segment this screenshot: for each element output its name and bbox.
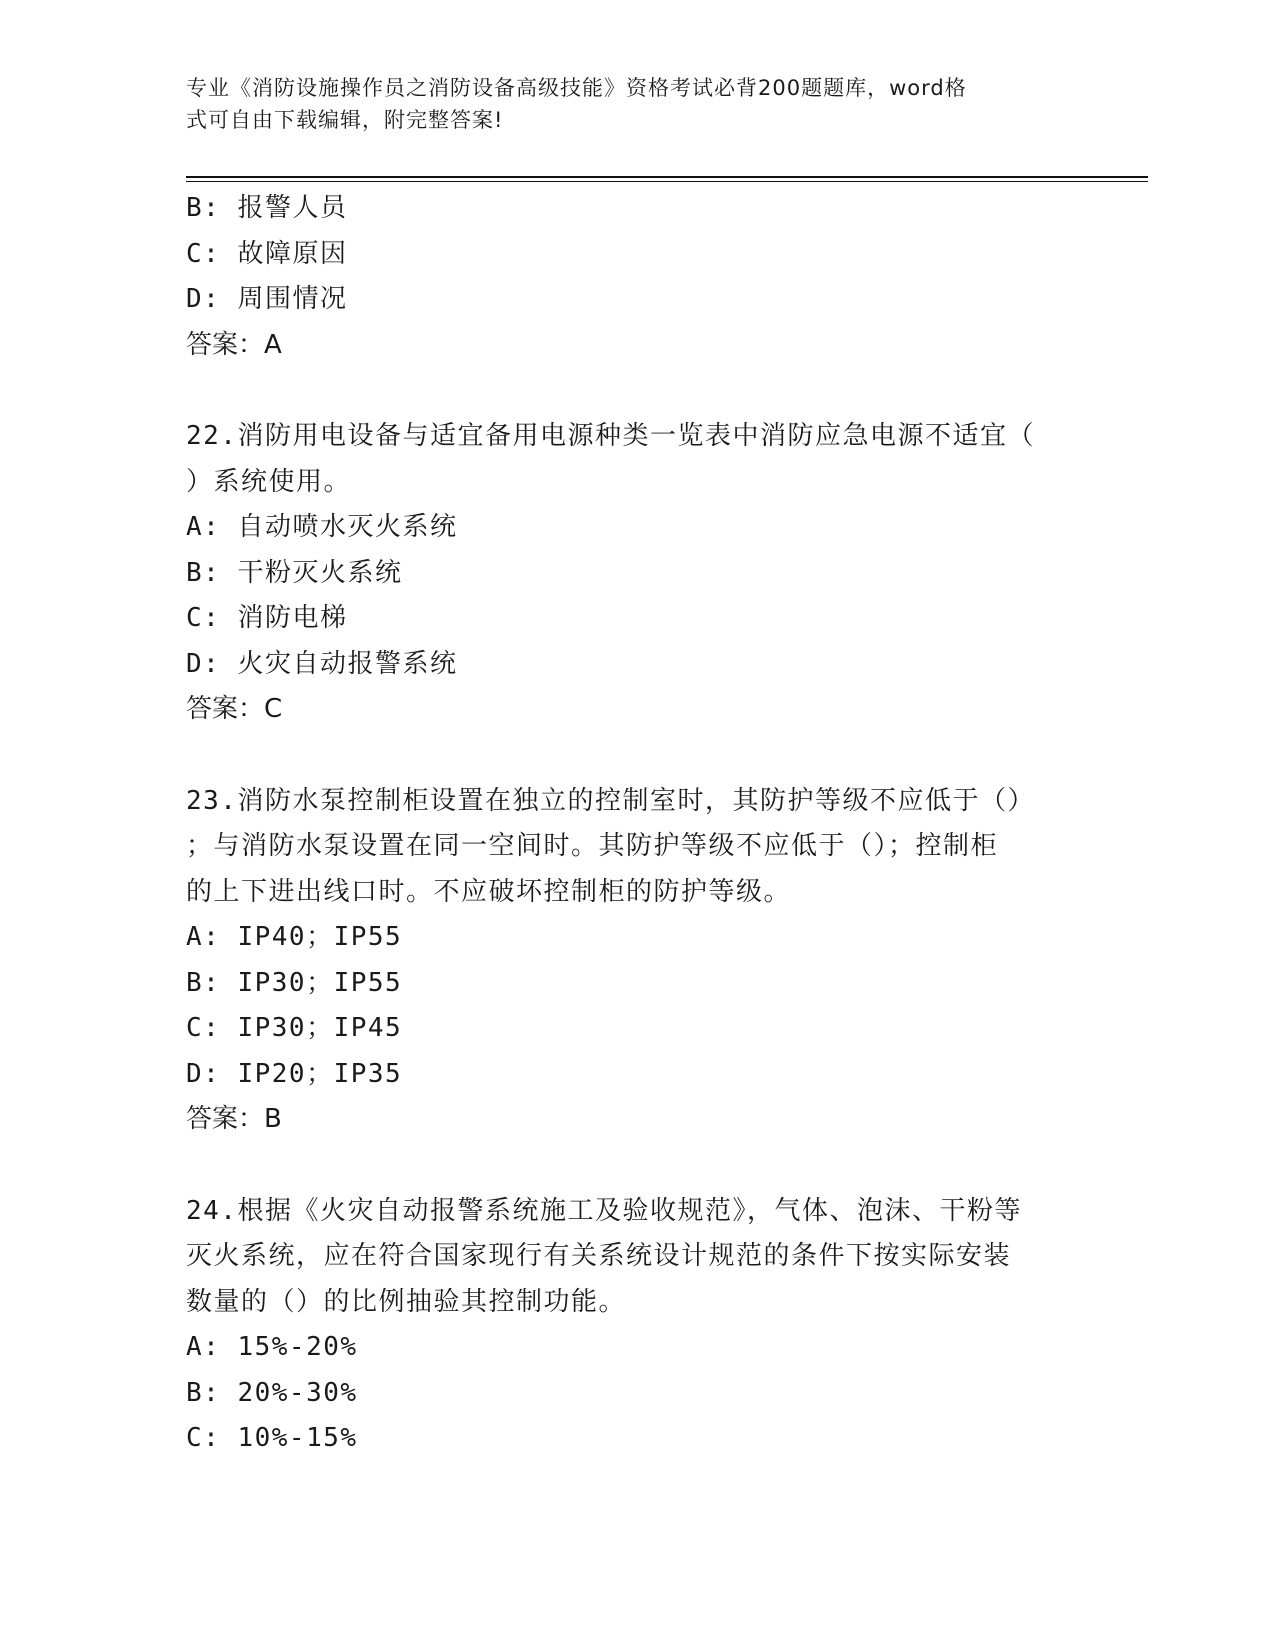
question-24 — [186, 1189, 1086, 1462]
question-text-line: 的上下进出线口时。不应破坏控制柜的防护等级。 — [186, 876, 792, 907]
question-text-line: 24.根据《火灾自动报警系统施工及验收规范》，气体、泡沫、干粉等 — [186, 1195, 1022, 1226]
header-divider-thin — [186, 181, 1148, 182]
answer-line: 答案：C — [186, 694, 283, 724]
option-a: A: 自动喷水灭火系统 — [186, 512, 458, 542]
answer-line: 答案：A — [186, 329, 282, 360]
option-c: C: 消防电梯 — [186, 603, 348, 633]
option-b: B: 报警人员 — [186, 193, 348, 223]
question-text-line: ）系统使用。 — [186, 466, 352, 497]
option-d: D: 周围情况 — [186, 284, 348, 314]
header-line-1: 专业《消防设施操作员之消防设备高级技能》资格考试必背200题题库，word格 — [186, 76, 967, 100]
question-text-line: 灭火系统，应在符合国家现行有关系统设计规范的条件下按实际安装 — [186, 1241, 1012, 1271]
answer-line: 答案：B — [186, 1104, 282, 1134]
option-b: B: 20%-30% — [186, 1377, 358, 1408]
option-c: C: IP30；IP45 — [186, 1013, 403, 1043]
question-text-line: 22.消防用电设备与适宜备用电源种类一览表中消防应急电源不适宜（ — [186, 421, 1035, 451]
option-c: C: 故障原因 — [186, 238, 348, 269]
document-header — [186, 72, 1066, 136]
option-d: D: 火灾自动报警系统 — [186, 648, 458, 679]
question-text-line: ；与消防水泵设置在同一空间时。其防护等级不应低于（）；控制柜 — [186, 831, 999, 861]
option-a: A: IP40；IP55 — [186, 922, 403, 952]
option-b: B: 干粉灭火系统 — [186, 557, 403, 588]
option-d: D: IP20；IP35 — [186, 1058, 403, 1089]
spacer — [186, 368, 1086, 414]
option-a: A: 15%-20% — [186, 1332, 358, 1362]
question-23 — [186, 779, 1086, 1143]
spacer — [186, 733, 1086, 779]
question-text-line: 23.消防水泵控制柜设置在独立的控制室时，其防护等级不应低于（） — [186, 785, 1035, 816]
spacer — [186, 1143, 1086, 1189]
question-text-line: 数量的（）的比例抽验其控制功能。 — [186, 1286, 627, 1317]
option-c: C: 10%-15% — [186, 1423, 358, 1453]
question-22 — [186, 414, 1086, 733]
question-21-tail — [186, 186, 1086, 368]
question-content — [186, 186, 1086, 1462]
header-divider-thick — [186, 176, 1148, 178]
option-b: B: IP30；IP55 — [186, 967, 403, 998]
header-line-2: 式可自由下载编辑，附完整答案! — [186, 108, 504, 132]
